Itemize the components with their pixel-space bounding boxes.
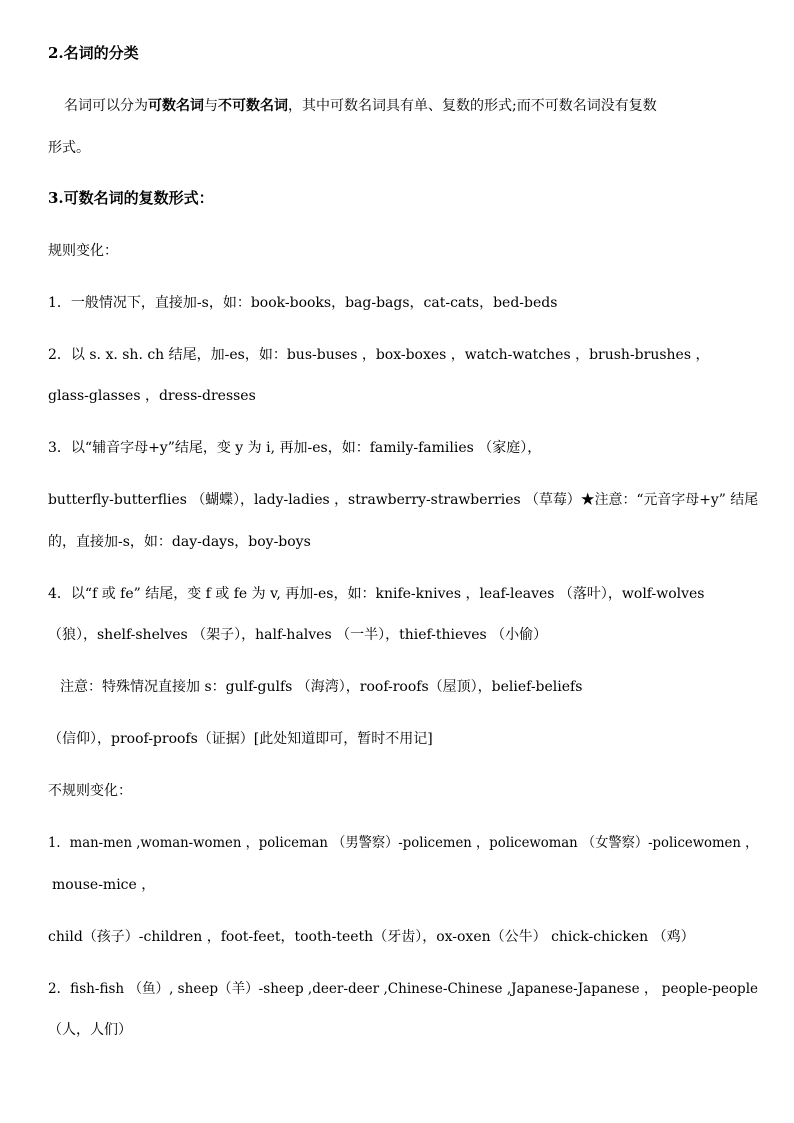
irregular-2-line-1: 2．fish-fish （鱼）, sheep（羊）-sheep ,deer-deer ,Chinese-Chinese ,Japanese-Japanese ， people-people xyxy=(48,981,759,997)
irregular-changes-label: 不规则变化： xyxy=(48,783,132,799)
special-note-line-1: 注意：特殊情况直接加 s：gulf-gulfs （海湾），roof-roofs（屋顶），belief-beliefs xyxy=(60,679,583,695)
rule-3-line-1: 3．以“辅音字母+y”结尾，变 y 为 i, 再加-es，如：family-families （家庭）， xyxy=(48,440,542,456)
section-3-heading: 3.可数名词的复数形式： xyxy=(48,189,214,207)
rule-3-line-3: 的，直接加-s，如：day-days，boy-boys xyxy=(48,534,311,550)
section-2-paragraph-cont: 形式。 xyxy=(48,140,90,156)
rule-2-line-2: glass-glasses ，dress-dresses xyxy=(48,388,256,404)
section-2-paragraph xyxy=(64,96,657,116)
special-note-line-2: （信仰），proof-proofs（证据）[此处知道即可，暂时不用记] xyxy=(48,731,433,747)
irregular-1-line-3: child（孩子）-children ，foot-feet，tooth-teeth（牙齿），ox-oxen（公牛） chick-chicken （鸡） xyxy=(48,929,695,945)
rule-1: 1．一般情况下，直接加-s，如：book-books，bag-bags，cat-cats，bed-beds xyxy=(48,295,558,311)
rule-4-line-2: （狼），shelf-shelves （架子），half-halves （一半），thief-thieves （小偷） xyxy=(48,627,548,643)
regular-changes-label: 规则变化： xyxy=(48,243,118,259)
irregular-1-line-1: 1．man-men ,woman-women ，policeman （男警察）-policemen ，policewoman （女警察）-policewomen ， xyxy=(48,835,759,851)
para-text-mid: 与 xyxy=(204,98,218,114)
rule-3-line-2: butterfly-butterflies （蝴蝶），lady-ladies ，strawberry-strawberries （草莓）★注意：“元音字母+y” 结尾 xyxy=(48,492,759,508)
section-2-heading: 2.名词的分类 xyxy=(48,44,139,62)
countable-noun-term: 可数名词 xyxy=(148,98,204,114)
uncountable-noun-term: 不可数名词 xyxy=(218,98,288,114)
para-text-post: ，其中可数名词具有单、复数的形式;而不可数名词没有复数 xyxy=(288,98,657,114)
irregular-2-line-2: （人，人们） xyxy=(48,1022,132,1038)
rule-2-line-1: 2．以 s. x. sh. ch 结尾，加-es，如：bus-buses ，box-boxes ，watch-watches ，brush-brushes ， xyxy=(48,347,710,363)
para-text-pre: 名词可以分为 xyxy=(64,98,148,114)
irregular-1-line-2: mouse-mice ， xyxy=(52,877,156,893)
rule-4-line-1: 4．以“f 或 fe” 结尾，变 f 或 fe 为 v, 再加-es，如：knife-knives ，leaf-leaves （落叶），wolf-wolves xyxy=(48,586,705,602)
